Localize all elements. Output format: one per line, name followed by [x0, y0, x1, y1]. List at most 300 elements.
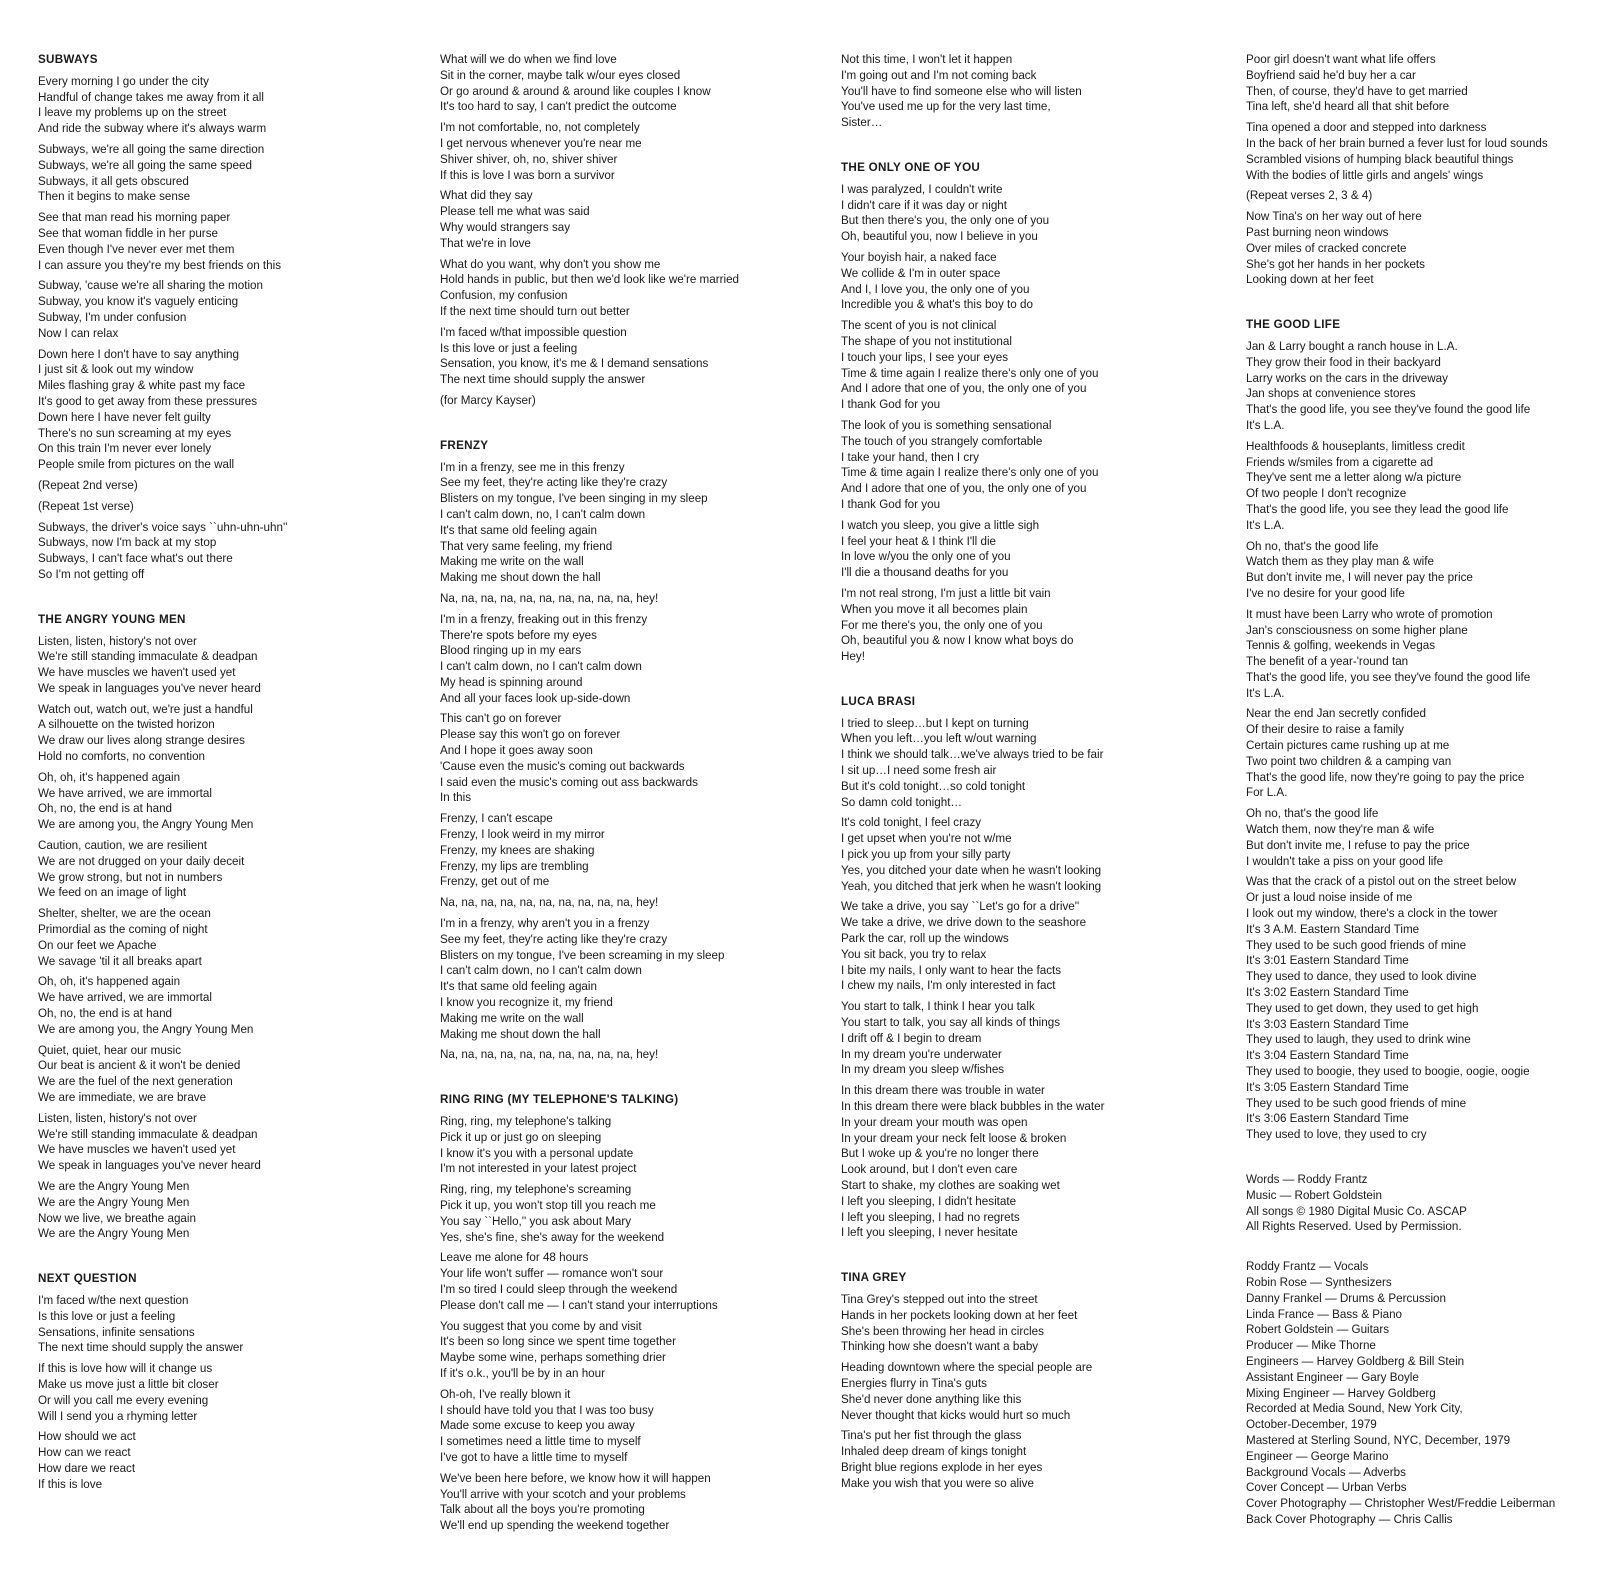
lyric-line: It's been so long since we spent time together [440, 1334, 676, 1349]
lyric-line: We savage 'til it all breaks apart [38, 953, 202, 968]
lyric-line: If the next time should turn out better [440, 303, 630, 318]
lyric-line: Time & time again I realize there's only one of you [841, 365, 1099, 380]
lyric-line: They used to laugh, they used to drink wine [1246, 1032, 1471, 1047]
song-block [38, 1271, 287, 1492]
column-4 [1246, 52, 1555, 1528]
stanza [440, 1114, 739, 1177]
stanza [440, 1471, 739, 1534]
song-title: RING RING (MY TELEPHONE'S TALKING) [440, 1092, 679, 1107]
lyric-line: Making me shout down the hall [440, 570, 601, 585]
lyric-line: The shape of you not institutional [841, 333, 1012, 348]
song-spacer [841, 1246, 1105, 1270]
lyric-line: I sometimes need a little time to myself [440, 1434, 641, 1449]
lyric-line: And ride the subway where it's always warm [38, 121, 267, 136]
stanza [1246, 120, 1555, 183]
lyric-line: I've got to have a little time to myself [440, 1449, 628, 1464]
lyric-line: Certain pictures came rushing up at me [1246, 738, 1450, 753]
credits-block [1246, 1259, 1555, 1528]
lyric-line: So I'm not getting off [38, 566, 145, 581]
lyric-line: Subways, it all gets obscured [38, 173, 189, 188]
lyric-line: In your dream your mouth was open [841, 1114, 1028, 1129]
lyric-line: They used to be such good friends of mine [1246, 1095, 1467, 1110]
lyric-line: Made some excuse to keep you away [440, 1418, 635, 1433]
lyric-line: Even though I've never ever met them [38, 241, 235, 256]
lyric-line: I get upset when you're not w/me [841, 831, 1012, 846]
lyric-line: If this is love [38, 1476, 103, 1491]
lyric-line: I pick you up from your silly party [841, 847, 1011, 862]
lyric-line: Never thought that kicks would hurt so much [841, 1407, 1071, 1422]
lyric-line: Two point two children & a camping van [1246, 753, 1452, 768]
stanza [440, 895, 739, 911]
lyric-line: Is this love or just a feeling [38, 1308, 176, 1323]
lyric-line: We have arrived, we are immortal [38, 785, 212, 800]
lyric-line: I should have told you that I was too busy [440, 1402, 654, 1417]
credits-spacer [1246, 1148, 1555, 1172]
lyric-line: Jan shops at convenience stores [1246, 386, 1416, 401]
lyric-line: Hold hands in public, but then we'd look like we're married [440, 272, 740, 287]
lyric-line: We speak in languages you've never heard [38, 1158, 261, 1173]
stanza [440, 711, 739, 806]
lyric-line: It's L.A. [1246, 517, 1285, 532]
lyric-line: Now Tina's on her way out of here [1246, 209, 1422, 224]
lyric-line: What will we do when we find love [440, 52, 617, 66]
song-title: LUCA BRASI [841, 693, 916, 708]
lyric-line: We are among you, the Angry Young Men [38, 1021, 254, 1036]
lyric-line: On this train I'm never ever lonely [38, 441, 212, 456]
lyric-line: I wouldn't take a piss on your good life [1246, 853, 1444, 868]
song-spacer [841, 136, 1105, 160]
lyric-line: In this [440, 790, 472, 805]
stanza [38, 974, 287, 1037]
stanza [440, 1047, 739, 1063]
lyric-line: We're still standing immaculate & deadpan [38, 1126, 258, 1141]
lyric-line: Larry works on the cars in the driveway [1246, 370, 1448, 385]
lyric-line: Ring, ring, my telephone's talking [440, 1114, 612, 1129]
lyric-line: She's got her hands in her pockets [1246, 256, 1425, 271]
lyric-line: Sister… [841, 115, 883, 130]
lyric-line: A silhouette on the twisted horizon [38, 717, 215, 732]
lyric-line: Please don't call me — I can't stand your interruptions [440, 1297, 718, 1312]
lyric-line: When you left…you left w/out warning [841, 731, 1037, 746]
stanza [841, 518, 1105, 581]
lyric-line: (Repeat 2nd verse) [38, 477, 138, 492]
lyric-line: Talk about all the boys you're promoting [440, 1502, 645, 1517]
lyric-line: Thinking how she doesn't want a baby [841, 1339, 1039, 1354]
lyric-line: She'd never done anything like this [841, 1391, 1022, 1406]
stanza [440, 916, 739, 1042]
lyric-line: Pick it up, you won't stop till you reach me [440, 1198, 656, 1212]
lyric-line: Oh, no, the end is at hand [38, 1006, 173, 1021]
lyric-line: Oh, oh, it's happened again [38, 974, 181, 989]
credit-line: All songs © 1980 Digital Music Co. ASCAP [1246, 1203, 1467, 1218]
stanza [440, 1387, 739, 1466]
credit-line: Robert Goldstein — Guitars [1246, 1322, 1390, 1337]
lyric-line: I bite my nails, I only want to hear the facts [841, 962, 1062, 977]
stanza [38, 770, 287, 833]
lyric-line: Miles flashing gray & white past my face [38, 378, 246, 393]
lyric-line: But then there's you, the only one of you [841, 213, 1050, 228]
lyric-line: It's good to get away from these pressures [38, 393, 258, 408]
lyric-line: My head is spinning around [440, 674, 583, 689]
credit-line: Danny Frankel — Drums & Percussion [1246, 1290, 1447, 1305]
lyric-line: Tennis & golfing, weekends in Vegas [1246, 638, 1436, 653]
lyric-line: Frenzy, I look weird in my mirror [440, 827, 605, 842]
stanza [38, 499, 287, 515]
lyric-line: For L.A. [1246, 785, 1288, 800]
lyric-line: They used to boogie, they used to boogie, oogie, oogie [1246, 1064, 1530, 1079]
lyric-line: Is this love or just a feeling [440, 340, 578, 355]
lyric-line: I'm in a frenzy, see me in this frenzy [440, 459, 625, 474]
song-continuation [1246, 52, 1555, 288]
lyric-line: We're still standing immaculate & deadpan [38, 649, 258, 664]
lyric-line: I know it's you with a personal update [440, 1145, 634, 1160]
lyric-line: I chew my nails, I'm only interested in fact [841, 978, 1056, 993]
lyric-line: Please tell me what was said [440, 204, 590, 219]
lyric-line: Listen, listen, history's not over [38, 1110, 197, 1125]
lyric-line: See that man read his morning paper [38, 210, 231, 225]
song-title: THE GOOD LIFE [1246, 317, 1341, 332]
lyric-line: See my feet, they're acting like they're crazy [440, 475, 668, 490]
lyric-line: It's 3:06 Eastern Standard Time [1246, 1111, 1409, 1126]
lyric-line: Was that the crack of a pistol out on the street below [1246, 874, 1517, 889]
lyric-line: We'll end up spending the weekend together [440, 1518, 670, 1533]
lyric-line: That's the good life, now they're going to pay the price [1246, 769, 1525, 784]
lyric-line: In my dream you're underwater [841, 1046, 1002, 1061]
lyric-line: Jan & Larry bought a ranch house in L.A. [1246, 338, 1458, 353]
stanza [841, 1083, 1105, 1241]
stanza [1246, 806, 1555, 869]
lyric-line: Now we live, we breathe again [38, 1210, 196, 1225]
lyric-line: Now I can relax [38, 325, 119, 340]
lyric-line: Shelter, shelter, we are the ocean [38, 906, 211, 921]
lyric-line: In this dream there was trouble in water [841, 1083, 1045, 1098]
column-2 [440, 52, 739, 1539]
lyric-line: We are among you, the Angry Young Men [38, 817, 254, 832]
lyric-line: Look around, but I don't even care [841, 1162, 1018, 1177]
stanza [440, 811, 739, 890]
lyric-line: I tried to sleep…but I kept on turning [841, 715, 1029, 730]
lyric-line: Na, na, na, na, na, na, na, na, na, na, hey! [440, 895, 659, 910]
lyric-line: Will I send you a rhyming letter [38, 1408, 198, 1423]
lyric-line: I said even the music's coming out ass backwards [440, 774, 698, 789]
lyric-line: That's the good life, you see they've found the good life [1246, 402, 1531, 417]
lyric-line: Down here I don't have to say anything [38, 346, 240, 361]
stanza [440, 460, 739, 586]
song-title: SUBWAYS [38, 52, 98, 66]
lyric-line: Frenzy, I can't escape [440, 811, 553, 826]
lyric-line: Past burning neon windows [1246, 224, 1389, 239]
lyric-line: If it's o.k., you'll be by in an hour [440, 1365, 606, 1380]
lyric-line: Oh, beautiful you & now I know what boys do [841, 633, 1074, 648]
lyric-line: You've used me up for the very last time, [841, 99, 1051, 114]
lyric-line: Blisters on my tongue, I've been singing in my sleep [440, 491, 708, 506]
lyric-line: We collide & I'm in outer space [841, 265, 1001, 280]
lyric-line: I watch you sleep, you give a little sigh [841, 517, 1040, 532]
stanza [841, 418, 1105, 513]
lyric-line: It's that same old feeling again [440, 979, 597, 994]
lyric-line: With the bodies of little girls and angels' wings [1246, 167, 1484, 182]
lyric-line: And I adore that one of you, the only one of you [841, 381, 1087, 396]
lyric-line: In my dream you sleep w/fishes [841, 1062, 1005, 1077]
lyric-line: Your boyish hair, a naked face [841, 249, 997, 264]
stanza [1246, 339, 1555, 434]
song-block [440, 1092, 739, 1534]
song-block [841, 694, 1105, 1241]
lyric-line: It's L.A. [1246, 417, 1285, 432]
lyric-line: Bright blue regions explode in her eyes [841, 1459, 1043, 1474]
lyric-line: I drift off & I begin to dream [841, 1030, 982, 1045]
stanza [440, 612, 739, 707]
lyric-line: We are immediate, we are brave [38, 1090, 207, 1105]
lyric-line: You'll have to find someone else who will listen [841, 83, 1082, 98]
lyric-line: Oh, no, the end is at hand [38, 801, 173, 816]
lyric-line: But don't invite me, I will never pay the price [1246, 570, 1473, 585]
lyric-line: So damn cold tonight… [841, 794, 963, 809]
lyric-line: How dare we react [38, 1460, 136, 1475]
lyric-line: They grow their food in their backyard [1246, 354, 1441, 369]
lyric-line: I'm not real strong, I'm just a little bit vain [841, 585, 1051, 600]
lyric-line: Ring, ring, my telephone's screaming [440, 1182, 632, 1197]
lyric-line: Scrambled visions of humping black beautiful things [1246, 151, 1514, 166]
lyric-line: You'll arrive with your scotch and your problems [440, 1486, 686, 1501]
lyric-line: It's cold tonight, I feel crazy [841, 815, 982, 830]
lyric-line: But I woke up & you're no longer there [841, 1146, 1039, 1161]
lyric-line: Blood ringing up in my ears [440, 643, 582, 658]
stanza [38, 1043, 287, 1106]
stanza [38, 142, 287, 205]
lyric-line: Subway, you know it's vaguely enticing [38, 294, 239, 309]
credit-line: Cover Concept — Urban Verbs [1246, 1480, 1407, 1495]
song-continuation [440, 52, 739, 409]
lyric-line: If this is love how will it change us [38, 1361, 213, 1376]
lyric-line: Yeah, you ditched that jerk when he wasn't looking [841, 878, 1102, 893]
lyric-line: We are the fuel of the next generation [38, 1074, 233, 1089]
credits-block [1246, 1172, 1555, 1235]
stanza [38, 1361, 287, 1424]
lyric-line: That's the good life, you see they've found the good life [1246, 669, 1531, 684]
lyric-line: It's 3:01 Eastern Standard Time [1246, 953, 1409, 968]
stanza [841, 999, 1105, 1078]
credit-line: Cover Photography — Christopher West/Freddie Leiberman [1246, 1496, 1556, 1511]
lyric-line: Not this time, I won't let it happen [841, 52, 1013, 66]
stanza [440, 1250, 739, 1313]
lyric-line: Heading downtown where the special people are [841, 1360, 1093, 1375]
song-title: THE ANGRY YOUNG MEN [38, 611, 186, 626]
lyric-line: But don't invite me, I refuse to pay the price [1246, 837, 1470, 852]
column-1 [38, 52, 287, 1498]
lyric-line: Poor girl doesn't want what life offers [1246, 52, 1436, 66]
lyric-line: I can assure you they're my best friends on this [38, 257, 282, 272]
lyric-line: Tina left, she'd heard all that shit before [1246, 99, 1450, 114]
stanza [38, 1179, 287, 1242]
lyric-line: Subways, we're all going the same direction [38, 141, 265, 156]
lyric-line: Inhaled deep dream of kings tonight [841, 1444, 1027, 1459]
lyric-line: We feed on an image of light [38, 885, 187, 900]
lyric-line: Subways, now I'm back at my stop [38, 535, 217, 550]
song-spacer [1246, 293, 1555, 317]
stanza [841, 716, 1105, 811]
lyric-line: I feel your heat & I think I'll die [841, 533, 997, 548]
lyric-line: Sit in the corner, maybe talk w/our eyes closed [440, 67, 681, 82]
stanza [841, 182, 1105, 245]
stanza [841, 586, 1105, 665]
song-spacer [38, 1247, 287, 1271]
credit-line: Engineers — Harvey Goldberg & Bill Stein [1246, 1353, 1465, 1368]
lyric-line: Tina Grey's stepped out into the street [841, 1291, 1038, 1306]
lyric-line: The touch of you strangely comfortable [841, 433, 1043, 448]
lyric-line: Or will you call me every evening [38, 1392, 209, 1407]
lyric-line: Subways, the driver's voice says ``uhn-uhn-uhn'' [38, 519, 288, 534]
lyric-line: They've sent me a letter along w/a picture [1246, 470, 1462, 485]
lyric-line: Subways, I can't face what's out there [38, 551, 233, 566]
lyric-line: The next time should supply the answer [38, 1340, 244, 1355]
lyric-line: Oh, beautiful you, now I believe in you [841, 229, 1038, 244]
lyric-line: Oh, oh, it's happened again [38, 769, 181, 784]
lyric-line: Na, na, na, na, na, na, na, na, na, na, hey! [440, 590, 659, 605]
song-block [841, 1270, 1105, 1491]
lyric-line: She's been throwing her head in circles [841, 1323, 1044, 1338]
lyric-line: Yes, you ditched your date when he wasn't looking [841, 862, 1102, 877]
lyric-line: I'm faced w/the next question [38, 1292, 189, 1307]
lyric-line: When you move it all becomes plain [841, 601, 1028, 616]
lyric-line: I touch your lips, I see your eyes [841, 349, 1009, 364]
stanza [841, 52, 1105, 131]
lyric-line: Tina opened a door and stepped into darkness [1246, 120, 1487, 135]
stanza [1246, 439, 1555, 534]
lyric-line: Time & time again I realize there's only one of you [841, 465, 1099, 480]
credit-line: All Rights Reserved. Used by Permission. [1246, 1219, 1462, 1234]
lyric-line: It's that same old feeling again [440, 522, 597, 537]
lyric-line: The scent of you is not clinical [841, 318, 997, 333]
lyric-line: Boyfriend said he'd buy her a car [1246, 67, 1416, 82]
credit-line: Background Vocals — Adverbs [1246, 1464, 1406, 1479]
stanza [38, 1111, 287, 1174]
lyric-line: The next time should supply the answer [440, 372, 646, 387]
lyric-line: You sit back, you try to relax [841, 946, 987, 961]
lyric-line: I'm in a frenzy, why aren't you in a frenzy [440, 916, 650, 931]
credit-line: Robin Rose — Synthesizers [1246, 1274, 1392, 1289]
credits-spacer [1246, 1235, 1555, 1259]
lyric-line: There're spots before my eyes [440, 627, 597, 642]
lyric-line: It's 3:03 Eastern Standard Time [1246, 1016, 1409, 1031]
lyric-line: I can't calm down, no I can't calm down [440, 963, 642, 978]
lyric-line: You start to talk, I think I hear you talk [841, 999, 1035, 1014]
stanza [841, 1428, 1105, 1491]
lyric-line: Listen, listen, history's not over [38, 633, 197, 648]
lyric-line: They used to get down, they used to get high [1246, 1000, 1479, 1015]
lyric-line: The benefit of a year-'round tan [1246, 654, 1409, 669]
lyric-line: Oh-oh, I've really blown it [440, 1386, 571, 1401]
lyric-line: Making me shout down the hall [440, 1026, 601, 1041]
lyric-line: We are the Angry Young Men [38, 1194, 190, 1209]
lyric-line: And I hope it goes away soon [440, 743, 593, 758]
lyric-line: In this dream there were black bubbles in the water [841, 1099, 1105, 1114]
lyric-line: Down here I have never felt guilty [38, 409, 211, 424]
lyric-line: It must have been Larry who wrote of promotion [1246, 606, 1493, 621]
lyric-line: On our feet we Apache [38, 937, 157, 952]
column-3 [841, 52, 1105, 1497]
lyric-line: Make us move just a little bit closer [38, 1376, 219, 1391]
lyric-line: Subway, I'm under confusion [38, 309, 187, 324]
lyric-line: If this is love I was born a survivor [440, 167, 615, 182]
lyric-line: Hold no comforts, no convention [38, 749, 206, 764]
stanza [38, 478, 287, 494]
credit-line: Recorded at Media Sound, New York City, [1246, 1401, 1463, 1416]
credit-line: Engineer — George Marino [1246, 1448, 1389, 1463]
song-block [38, 52, 287, 583]
lyric-line: See that woman fiddle in her purse [38, 225, 218, 240]
lyric-line: I'm not comfortable, no, not completely [440, 120, 640, 135]
credit-line: Mixing Engineer — Harvey Goldberg [1246, 1385, 1436, 1400]
lyric-line: Hey! [841, 649, 865, 664]
lyric-line: Jan's consciousness on some higher plane [1246, 622, 1468, 637]
lyric-line: How can we react [38, 1445, 131, 1460]
lyric-line: That we're in love [440, 235, 531, 250]
lyric-line: We've been here before, we know how it will happen [440, 1470, 711, 1485]
lyric-line: We speak in languages you've never heard [38, 680, 261, 695]
lyric-line: I get nervous whenever you're near me [440, 135, 642, 150]
lyric-line: Handful of change takes me away from it all [38, 89, 264, 104]
lyric-line: I'll die a thousand deaths for you [841, 565, 1009, 580]
lyric-line: They used to love, they used to cry [1246, 1127, 1427, 1142]
lyric-line: Tina's put her fist through the glass [841, 1428, 1022, 1443]
stanza [38, 634, 287, 697]
stanza [1246, 209, 1555, 288]
credit-line: Back Cover Photography — Chris Callis [1246, 1511, 1453, 1526]
lyric-line: I leave my problems up on the street [38, 105, 227, 120]
song-continuation [841, 52, 1105, 131]
lyric-line: Yes, she's fine, she's away for the weekend [440, 1229, 665, 1244]
stanza [1246, 706, 1555, 801]
lyric-line: Making me write on the wall [440, 554, 584, 569]
lyric-line: Making me write on the wall [440, 1010, 584, 1025]
lyric-line: Healthfoods & houseplants, limitless credit [1246, 438, 1465, 453]
song-title: TINA GREY [841, 1270, 907, 1285]
lyric-line: Subways, we're all going the same speed [38, 157, 252, 172]
stanza [38, 347, 287, 473]
lyric-line: In love w/you the only one of you [841, 549, 1011, 564]
lyric-line: Watch them as they play man & wife [1246, 554, 1434, 569]
lyric-line: Oh no, that's the good life [1246, 538, 1379, 553]
lyric-line: I thank God for you [841, 496, 941, 511]
lyric-line: I take your hand, then I cry [841, 449, 979, 464]
lyric-line: People smile from pictures on the wall [38, 457, 235, 472]
lyric-line: What did they say [440, 188, 533, 203]
lyric-line: Why would strangers say [440, 219, 571, 234]
lyric-line: I just sit & look out my window [38, 362, 194, 377]
credit-line: Linda France — Bass & Piano [1246, 1306, 1403, 1321]
credit-line: October-December, 1979 [1246, 1417, 1377, 1432]
lyric-line: Frenzy, my knees are shaking [440, 842, 595, 857]
lyric-line: Incredible you & what's this boy to do [841, 297, 1033, 312]
stanza [440, 188, 739, 251]
lyric-line: Then, of course, they'd have to get married [1246, 83, 1468, 98]
lyric-line: That very same feeling, my friend [440, 538, 613, 553]
lyric-line: Sensation, you know, it's me & I demand sensations [440, 356, 709, 371]
lyric-line: We draw our lives along strange desires [38, 733, 245, 748]
stanza [1246, 874, 1555, 1143]
lyric-line: There's no sun screaming at my eyes [38, 425, 232, 440]
stanza [38, 1429, 287, 1492]
lyric-line: Caution, caution, we are resilient [38, 838, 207, 853]
lyric-line: Watch them, now they're man & wife [1246, 822, 1435, 837]
lyric-line: We are not drugged on your daily deceit [38, 853, 245, 868]
lyric-line: I know you recognize it, my friend [440, 995, 613, 1010]
song-spacer [440, 1068, 739, 1092]
lyric-line: Please say this won't go on forever [440, 727, 621, 742]
stanza [440, 393, 739, 409]
lyric-line: And I adore that one of you, the only one of you [841, 481, 1087, 496]
